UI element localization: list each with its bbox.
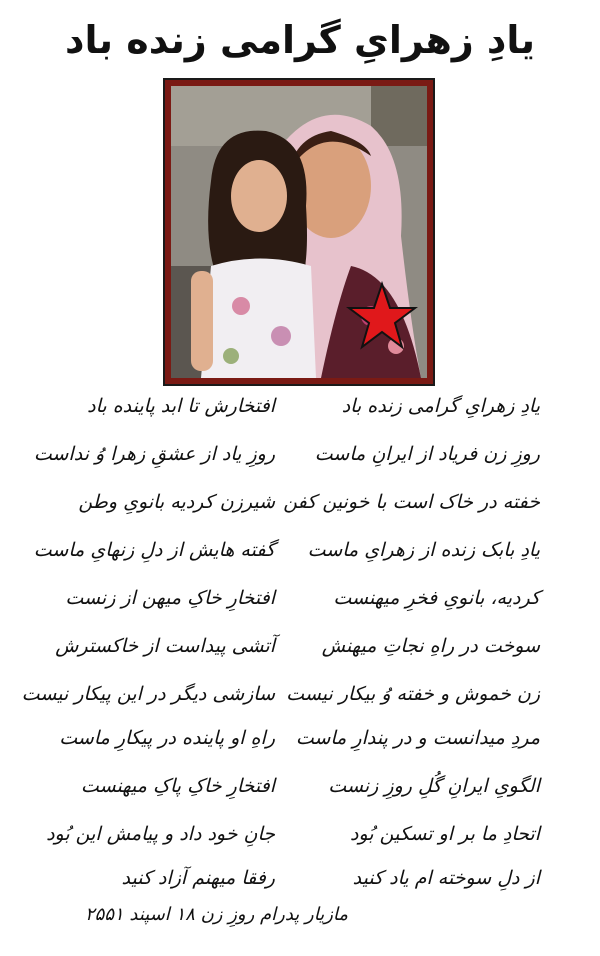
poem-line: شیرزن کردیه بانویِ وطن (78, 491, 275, 513)
poem-line: افتخارش تا ابد پاینده باد (87, 395, 275, 417)
poem-line: الگویِ ایرانِ گُلِ روزِ زنست (328, 775, 540, 797)
poem-line: سازشی دیگر در این پیکار نیست (21, 683, 275, 705)
poem (0, 395, 600, 935)
signature: مازیار پدرام روزِ زن ۱۸ اسپند ۲۵۵۱ (85, 904, 349, 925)
poem-line: اتحادِ ما بر او تسکین بُود (350, 823, 540, 845)
poem-line: یادِ بابک زنده از زهرایِ ماست (307, 539, 540, 561)
poem-line: راهِ او پاینده در پیکارِ ماست (59, 727, 275, 749)
poem-line: مردِ میدانست و در پندارِ ماست (295, 727, 540, 749)
portrait-illustration (171, 86, 427, 378)
poem-line: روزِ یاد از عشقِ زهرا وُ نداست (33, 443, 275, 465)
poem-line: افتخارِ خاکِ میهن از زنست (65, 587, 275, 609)
poem-line: از دلِ سوخته ام یاد کنید (352, 867, 540, 889)
poem-line: یادِ زهرایِ گرامی زنده باد (341, 395, 540, 417)
poem-line: روزِ زن فریاد از ایرانِ ماست (314, 443, 540, 465)
poem-line: رفقا میهنم آزاد کنید (121, 867, 275, 889)
poem-line: افتخارِ خاکِ پاکِ میهنست (80, 775, 275, 797)
page-title: یادِ زهرایِ گرامی زنده باد (65, 18, 535, 62)
poem-line: خفته در خاک است با خونین کفن (283, 491, 540, 513)
poem-line: سوخت در راهِ نجاتِ میهنش (321, 635, 540, 657)
poem-line: زن خموش و خفته وُ بیکار نیست (286, 683, 540, 705)
photo-image (171, 86, 427, 378)
portrait-photo (163, 78, 435, 386)
poem-line: آتشی پیداست از خاکسترش (55, 635, 275, 657)
poem-line: جانِ خود داد و پیامش این بُود (46, 823, 275, 845)
poem-line: گفته هایش از دلِ زنهایِ ماست (33, 539, 275, 561)
poem-line: کردیه، بانویِ فخرِ میهنست (333, 587, 540, 609)
